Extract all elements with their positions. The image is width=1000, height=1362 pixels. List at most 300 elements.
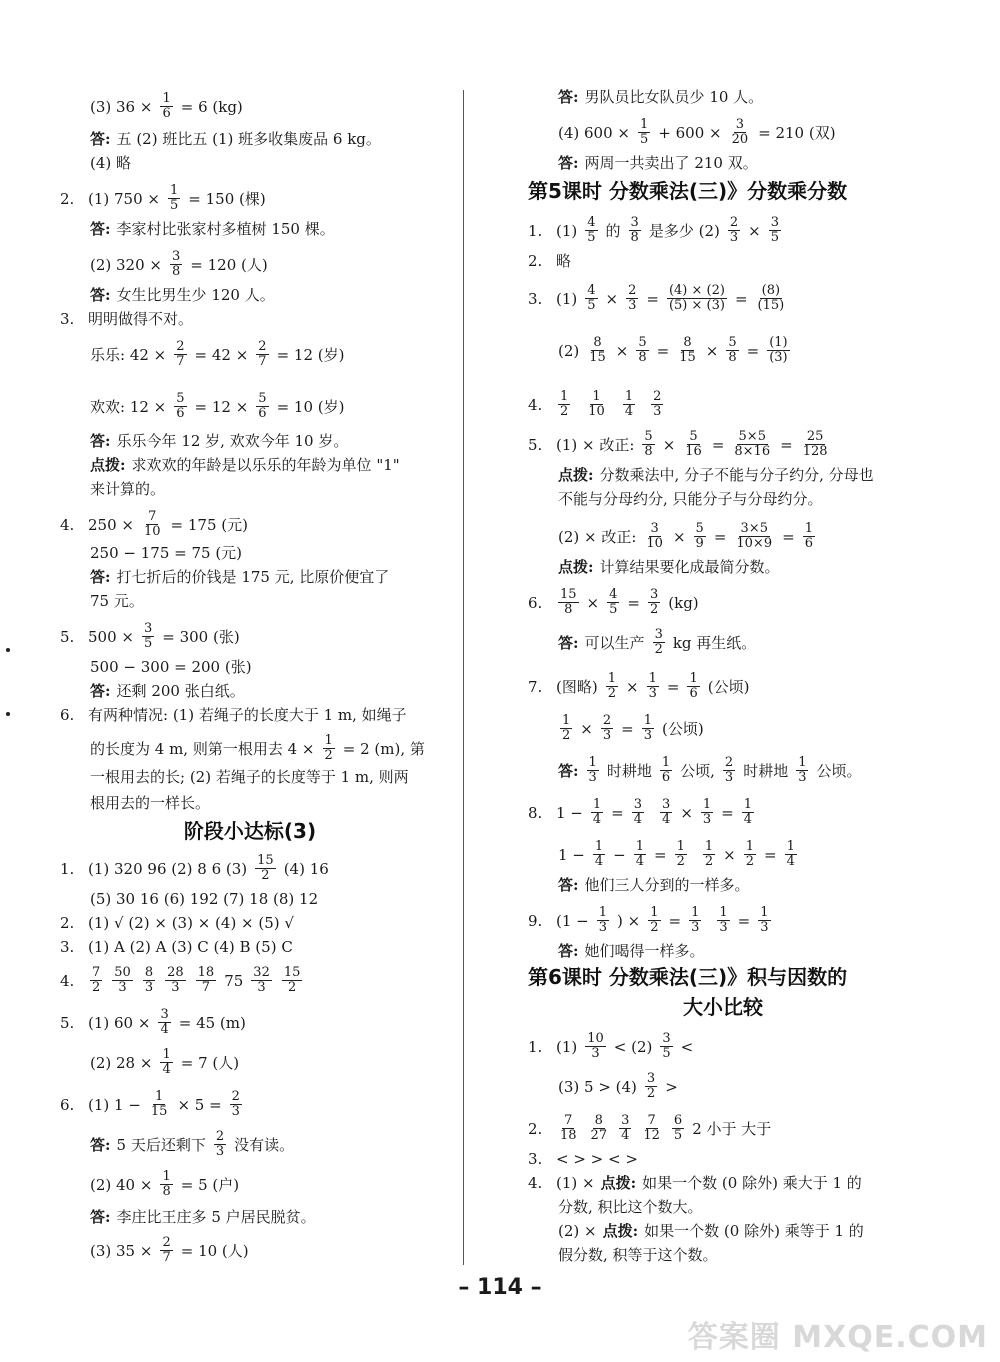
fraction-denominator: 4	[621, 1128, 630, 1143]
fraction-denominator: 3	[588, 770, 597, 785]
fraction-denominator: 4	[592, 812, 602, 827]
fraction	[587, 336, 608, 365]
text-run: 时耕地	[606, 761, 652, 780]
text-run: = 7 (人)	[180, 1053, 240, 1072]
item-number: 1.	[528, 221, 543, 240]
fraction-numerator: 5	[176, 391, 185, 406]
fraction-denominator: 3	[598, 920, 608, 935]
fraction-numerator: 3	[649, 587, 659, 602]
fraction-denominator: 4	[662, 812, 671, 827]
fraction-denominator: 3	[643, 728, 652, 743]
text-run: (1)	[556, 1037, 578, 1056]
answer-line	[528, 1196, 703, 1218]
item-number: 2.	[528, 1119, 543, 1138]
fraction-denominator: 27	[590, 1128, 608, 1143]
answer-line	[528, 798, 756, 827]
fraction-denominator: 3	[591, 1046, 600, 1061]
fraction-numerator: 5	[689, 429, 698, 444]
fraction	[560, 714, 572, 743]
fraction	[149, 1090, 170, 1119]
fraction	[803, 522, 815, 551]
fraction-denominator: 10	[588, 404, 605, 419]
text-run: 250 ×	[88, 515, 134, 534]
answer-line	[528, 1172, 862, 1194]
text-run: =	[646, 289, 659, 308]
text-run: =	[764, 845, 777, 864]
answer-line	[528, 940, 705, 962]
text-run: 五 (2) 班比五 (1) 班多收集废品 6 kg。	[116, 130, 381, 148]
answer-line	[528, 1220, 864, 1242]
answer-line	[60, 704, 407, 726]
fraction	[767, 336, 789, 365]
fraction	[636, 336, 648, 365]
fraction-numerator: 2	[162, 1235, 171, 1250]
section-heading	[60, 820, 440, 842]
fraction	[607, 588, 619, 617]
fraction-denominator: 10×9	[736, 536, 773, 551]
fraction-numerator: 1	[598, 905, 608, 920]
fraction-numerator: 1	[324, 733, 333, 748]
answer-line	[60, 392, 344, 421]
fraction-numerator: 1	[719, 905, 728, 920]
item-number: 3.	[60, 938, 75, 956]
item-number: 6.	[60, 706, 75, 724]
answer-line	[60, 430, 348, 452]
text-run: 打七折后的价钱是 175 元, 比原价便宜了	[116, 568, 390, 586]
text-run: 分数乘法中, 分子不能与分子约分, 分母也	[599, 466, 874, 484]
fraction-numerator: 1	[624, 389, 634, 404]
fraction-numerator: 32	[253, 965, 270, 980]
text-run: (公顷)	[707, 677, 750, 696]
text-run: (2) ×	[558, 1222, 597, 1240]
item-number: 6.	[528, 593, 543, 612]
answer-line	[528, 216, 783, 245]
text-run: ×	[723, 845, 736, 864]
fraction-numerator: 1	[643, 713, 652, 728]
text-run: 略	[556, 252, 572, 270]
fraction	[648, 588, 660, 617]
answer-line	[60, 478, 165, 500]
fraction-denominator: 8	[630, 230, 639, 245]
text-run: 时耕地	[743, 761, 789, 780]
fraction-numerator: 2	[602, 713, 612, 728]
fraction-denominator: 15	[150, 1104, 168, 1119]
fraction	[160, 92, 172, 121]
fraction-denominator: 15	[589, 350, 606, 365]
fraction-numerator: 5	[644, 429, 653, 444]
fraction-denominator: 4	[786, 854, 795, 869]
fraction	[653, 628, 665, 657]
fraction-denominator: 8	[564, 602, 573, 617]
answer-line	[60, 218, 335, 240]
fraction-denominator: 6	[258, 406, 267, 421]
fraction-numerator: 4	[587, 283, 596, 298]
fraction-numerator: 1	[745, 839, 755, 854]
page-number: – 114 –	[458, 1275, 542, 1300]
fraction	[694, 522, 706, 551]
fraction-numerator: 1	[162, 1169, 171, 1184]
answer-line	[60, 1048, 239, 1077]
text-run: =	[737, 911, 751, 930]
text-run: (3) 36 ×	[90, 97, 153, 116]
fraction-numerator: 3	[662, 797, 671, 812]
answer-line	[528, 522, 817, 551]
fraction-denominator: 3	[628, 298, 637, 313]
fraction	[703, 840, 715, 869]
fraction-denominator: 6	[661, 770, 671, 785]
item-number: 4.	[528, 1174, 543, 1192]
answer-line	[60, 966, 304, 995]
fraction	[174, 340, 186, 369]
margin-dot	[6, 712, 10, 716]
item-number: 2.	[528, 252, 543, 270]
fraction-denominator: 9	[695, 536, 704, 551]
fraction	[143, 966, 155, 995]
text-run: < (2)	[613, 1037, 653, 1056]
fraction	[170, 250, 182, 279]
fraction-denominator: 4	[594, 854, 604, 869]
text-run: =	[713, 527, 727, 546]
fraction-denominator: 3	[648, 686, 657, 701]
answer-line	[60, 680, 245, 702]
fraction	[660, 756, 672, 785]
fraction	[717, 906, 729, 935]
text-run: 明明做得不对。	[88, 310, 194, 328]
answer-label: 答:	[90, 568, 111, 586]
fraction-denominator: (5) × (3)	[668, 298, 725, 313]
fraction	[597, 906, 609, 935]
answer-line	[60, 542, 242, 564]
item-number: 8.	[528, 803, 543, 822]
fraction-denominator: 18	[560, 1128, 577, 1143]
fraction	[606, 672, 618, 701]
fraction-denominator: 3	[760, 920, 769, 935]
text-run: 乐乐今年 12 岁, 欢欢今年 10 岁。	[116, 432, 349, 450]
fraction-denominator: 4	[633, 812, 643, 827]
text-run: 250 − 175 = 75 (元)	[90, 544, 243, 562]
fraction-denominator: 2	[649, 602, 659, 617]
fraction-denominator: 7	[201, 980, 211, 995]
fraction	[638, 118, 650, 147]
item-number: 1.	[528, 1037, 543, 1056]
text-run: ×	[626, 677, 639, 696]
fraction-numerator: 1	[691, 905, 700, 920]
fraction	[160, 1048, 172, 1077]
text-run: 还剩 200 张白纸。	[116, 682, 245, 700]
fraction-numerator: 1	[689, 671, 698, 686]
fraction-numerator: 10	[587, 1031, 604, 1046]
text-run: (1) 60 ×	[88, 1013, 151, 1032]
answer-label: 答:	[90, 1135, 111, 1154]
fraction-denominator: 4	[160, 1022, 169, 1037]
fraction-denominator: 2	[646, 1086, 656, 1101]
answer-label: 答:	[90, 1208, 111, 1226]
text-run: (1) 320 96 (2) 8 6 (3)	[88, 859, 248, 878]
text-run: = 2 (m), 第	[342, 739, 425, 758]
fraction-numerator: 4	[609, 587, 618, 602]
fraction	[769, 216, 781, 245]
text-run: 来计算的。	[90, 480, 166, 498]
text-run: 李庄比王庄多 5 户居民脱贫。	[116, 1208, 316, 1226]
text-run: (1) ×	[556, 1174, 595, 1192]
fraction	[619, 1114, 631, 1143]
answer-line	[60, 308, 193, 330]
fraction-denominator: 15	[679, 350, 696, 365]
answer-line	[528, 336, 792, 365]
fraction-denominator: 2	[560, 404, 569, 419]
fraction-numerator: 8	[594, 1113, 603, 1128]
answer-line	[60, 1236, 249, 1265]
fraction-denominator: 3	[724, 770, 734, 785]
fraction	[728, 216, 740, 245]
fraction-numerator: 5	[728, 335, 737, 350]
answer-line	[528, 1114, 771, 1143]
fraction	[634, 840, 646, 869]
fraction-numerator: (4) × (2)	[668, 283, 725, 298]
fraction-denominator: 2	[562, 728, 571, 743]
fraction-numerator: 15	[283, 965, 301, 980]
answer-line	[528, 118, 836, 147]
fraction-numerator: 3	[650, 521, 659, 536]
text-run: ) ×	[617, 911, 641, 930]
text-run: 她们喝得一样多。	[584, 942, 705, 960]
text-run: 女生比男生少 120 人。	[116, 286, 275, 304]
answer-label: 点拨:	[558, 558, 594, 576]
fraction	[785, 840, 797, 869]
text-run: ×	[680, 803, 693, 822]
text-run: =	[621, 719, 634, 738]
fraction-denominator: 5	[662, 1046, 671, 1061]
fraction-numerator: 3	[630, 215, 639, 230]
answer-label: 答:	[90, 130, 111, 148]
fraction-denominator: 8	[162, 1184, 171, 1199]
answer-label: 点拨:	[90, 456, 126, 474]
text-run: 如果一个数 (0 除外) 乘大于 1 的	[642, 1174, 862, 1192]
answer-line	[60, 92, 243, 121]
fraction-denominator: 3	[702, 812, 712, 827]
fraction-numerator: 3×5	[740, 521, 768, 536]
text-run: = 120 (人)	[190, 255, 268, 274]
fraction-denominator: (3)	[769, 350, 788, 365]
fraction	[644, 522, 665, 551]
fraction	[623, 390, 635, 419]
answer-line	[60, 622, 240, 651]
fraction	[667, 284, 727, 313]
fraction-numerator: 7	[92, 965, 101, 980]
fraction-numerator: 6	[673, 1113, 683, 1128]
item-number: 4.	[528, 395, 543, 414]
answer-line	[60, 284, 275, 306]
answer-line	[528, 672, 749, 701]
fraction-numerator: 50	[114, 965, 131, 980]
fraction-numerator: 1	[588, 755, 597, 770]
text-run: 不能与分母约分, 只能分子与分母约分。	[558, 490, 823, 508]
fraction-numerator: 15	[560, 587, 577, 602]
item-number: 9.	[528, 911, 543, 930]
answer-line	[60, 734, 425, 763]
fraction	[168, 184, 180, 213]
fraction-denominator: 3	[691, 920, 700, 935]
text-run: 可以生产	[584, 633, 645, 652]
fraction-numerator: 1	[760, 905, 769, 920]
text-run: = 12 (岁)	[276, 345, 345, 364]
fraction-numerator: 5	[638, 335, 647, 350]
fraction-denominator: 10	[646, 536, 663, 551]
text-run: 一根用去的长; (2) 若绳子的长度等于 1 m, 则两	[90, 768, 409, 786]
text-run: =	[711, 435, 725, 454]
fraction-numerator: 1	[798, 755, 807, 770]
fraction	[647, 672, 659, 701]
text-run: (4) 600 ×	[558, 123, 630, 142]
text-run: 两周一共卖出了 210 双。	[584, 154, 758, 172]
text-run: 75 元。	[90, 592, 144, 610]
fraction	[744, 840, 756, 869]
text-run: 乐乐: 42 ×	[90, 345, 167, 364]
fraction-numerator: 1	[702, 797, 712, 812]
item-number: 5.	[528, 435, 543, 454]
section-heading	[528, 966, 847, 988]
fraction-denominator: 4	[743, 812, 753, 827]
fraction-numerator: 1	[676, 839, 685, 854]
text-run: (2) 40 ×	[90, 1175, 153, 1194]
answer-label: 点拨:	[558, 466, 594, 484]
fraction	[256, 340, 268, 369]
fraction-denominator: 6	[689, 686, 698, 701]
text-run: (1) A (2) A (3) C (4) B (5) C	[88, 938, 293, 956]
fraction-denominator: 4	[624, 404, 634, 419]
fraction-numerator: 1	[648, 671, 657, 686]
fraction-denominator: 8	[644, 444, 653, 459]
fraction	[585, 216, 597, 245]
text-run: 有两种情况: (1) 若绳子的长度大于 1 m, 如绳子	[88, 706, 407, 724]
text-run: = 6 (kg)	[180, 97, 243, 116]
fraction-numerator: 3	[143, 621, 153, 636]
fraction	[756, 284, 787, 313]
fraction-numerator: 1	[704, 839, 714, 854]
text-run: = 5 (户)	[180, 1175, 240, 1194]
fraction-denominator: 5	[673, 1128, 683, 1143]
fraction	[230, 1090, 242, 1119]
answer-line	[60, 128, 381, 150]
item-number: 7.	[528, 677, 543, 696]
answer-label: 答:	[90, 220, 111, 238]
fraction	[730, 118, 751, 147]
fraction	[742, 798, 754, 827]
fraction	[641, 1114, 662, 1143]
text-run: =	[627, 593, 640, 612]
fraction-denominator: 5	[609, 602, 618, 617]
answer-line	[528, 756, 862, 785]
text-run: =	[782, 527, 795, 546]
answer-label: 答:	[90, 682, 111, 700]
fraction-numerator: 18	[197, 965, 215, 980]
answer-line	[60, 250, 268, 279]
item-number: 3.	[528, 289, 543, 308]
answer-line	[528, 1032, 693, 1061]
text-run: (4) 略	[90, 154, 132, 172]
fraction-denominator: 8	[171, 264, 181, 279]
fraction-numerator: 5	[695, 521, 704, 536]
fraction-numerator: 1	[743, 797, 753, 812]
fraction	[112, 966, 133, 995]
text-run: =	[734, 289, 748, 308]
text-run: (5) 30 16 (6) 192 (7) 18 (8) 12	[90, 890, 319, 908]
text-run: 欢欢: 12 ×	[90, 397, 167, 416]
section-heading	[528, 996, 918, 1018]
text-run: ×	[705, 341, 719, 360]
fraction-denominator: 3	[231, 1104, 240, 1119]
text-run: (1) √ (2) × (3) × (4) × (5) √	[88, 914, 294, 932]
answer-line	[528, 1148, 638, 1170]
text-run: = 12 ×	[194, 397, 249, 416]
answer-line	[60, 766, 409, 788]
fraction-denominator: 7	[162, 1250, 171, 1265]
fraction	[214, 1130, 226, 1159]
fraction	[251, 966, 272, 995]
text-run: (3) 5 > (4)	[558, 1077, 637, 1096]
fraction-numerator: 2	[628, 283, 637, 298]
fraction-denominator: 3	[719, 920, 728, 935]
text-run: 分数, 积比这个数大。	[558, 1198, 703, 1216]
text-run: (2) 320 ×	[90, 255, 162, 274]
answer-line	[528, 464, 874, 486]
fraction	[726, 336, 738, 365]
fraction-numerator: 1	[169, 183, 179, 198]
fraction	[660, 798, 672, 827]
fraction	[689, 906, 701, 935]
fraction-numerator: 8	[593, 335, 602, 350]
answer-line	[60, 936, 293, 958]
text-run: =	[721, 803, 734, 822]
text-run: =	[780, 435, 793, 454]
text-run: = 150 (棵)	[188, 189, 266, 208]
fraction-denominator: 3	[602, 728, 612, 743]
fraction-numerator: 1	[162, 1047, 171, 1062]
text-run: (2) × 改正:	[558, 527, 637, 546]
fraction	[632, 798, 644, 827]
fraction-numerator: 28	[167, 965, 184, 980]
text-run: = 42 ×	[194, 345, 249, 364]
text-run: ×	[580, 719, 593, 738]
fraction-denominator: 3	[144, 980, 154, 995]
answer-label: 答:	[558, 876, 579, 894]
text-run: 求欢欢的年龄是以乐乐的年龄为单位 "1"	[131, 456, 400, 474]
fraction	[683, 430, 704, 459]
text-run: (1) × 改正:	[556, 435, 635, 454]
fraction-numerator: 2	[231, 1089, 240, 1104]
answer-line	[528, 250, 571, 272]
fraction	[256, 392, 268, 421]
fraction-numerator: 3	[662, 1031, 671, 1046]
fraction-denominator: (15)	[757, 298, 785, 313]
fraction-numerator: 2	[258, 339, 267, 354]
answer-line	[528, 390, 665, 419]
fraction-numerator: 2	[176, 339, 185, 354]
fraction-denominator: 3	[653, 404, 662, 419]
fraction-numerator: 3	[621, 1113, 630, 1128]
answer-line	[60, 1008, 246, 1037]
fraction	[587, 756, 599, 785]
fraction-numerator: 1	[639, 117, 649, 132]
fraction-numerator: 3	[654, 627, 663, 642]
fraction-denominator: 4	[162, 1062, 171, 1077]
fraction-numerator: 1	[635, 839, 645, 854]
fraction	[687, 672, 699, 701]
fraction-denominator: 20	[731, 132, 749, 147]
fraction-numerator: 7	[647, 1113, 656, 1128]
fraction-numerator: 2	[215, 1129, 225, 1144]
text-run: 没有读。	[234, 1135, 295, 1154]
